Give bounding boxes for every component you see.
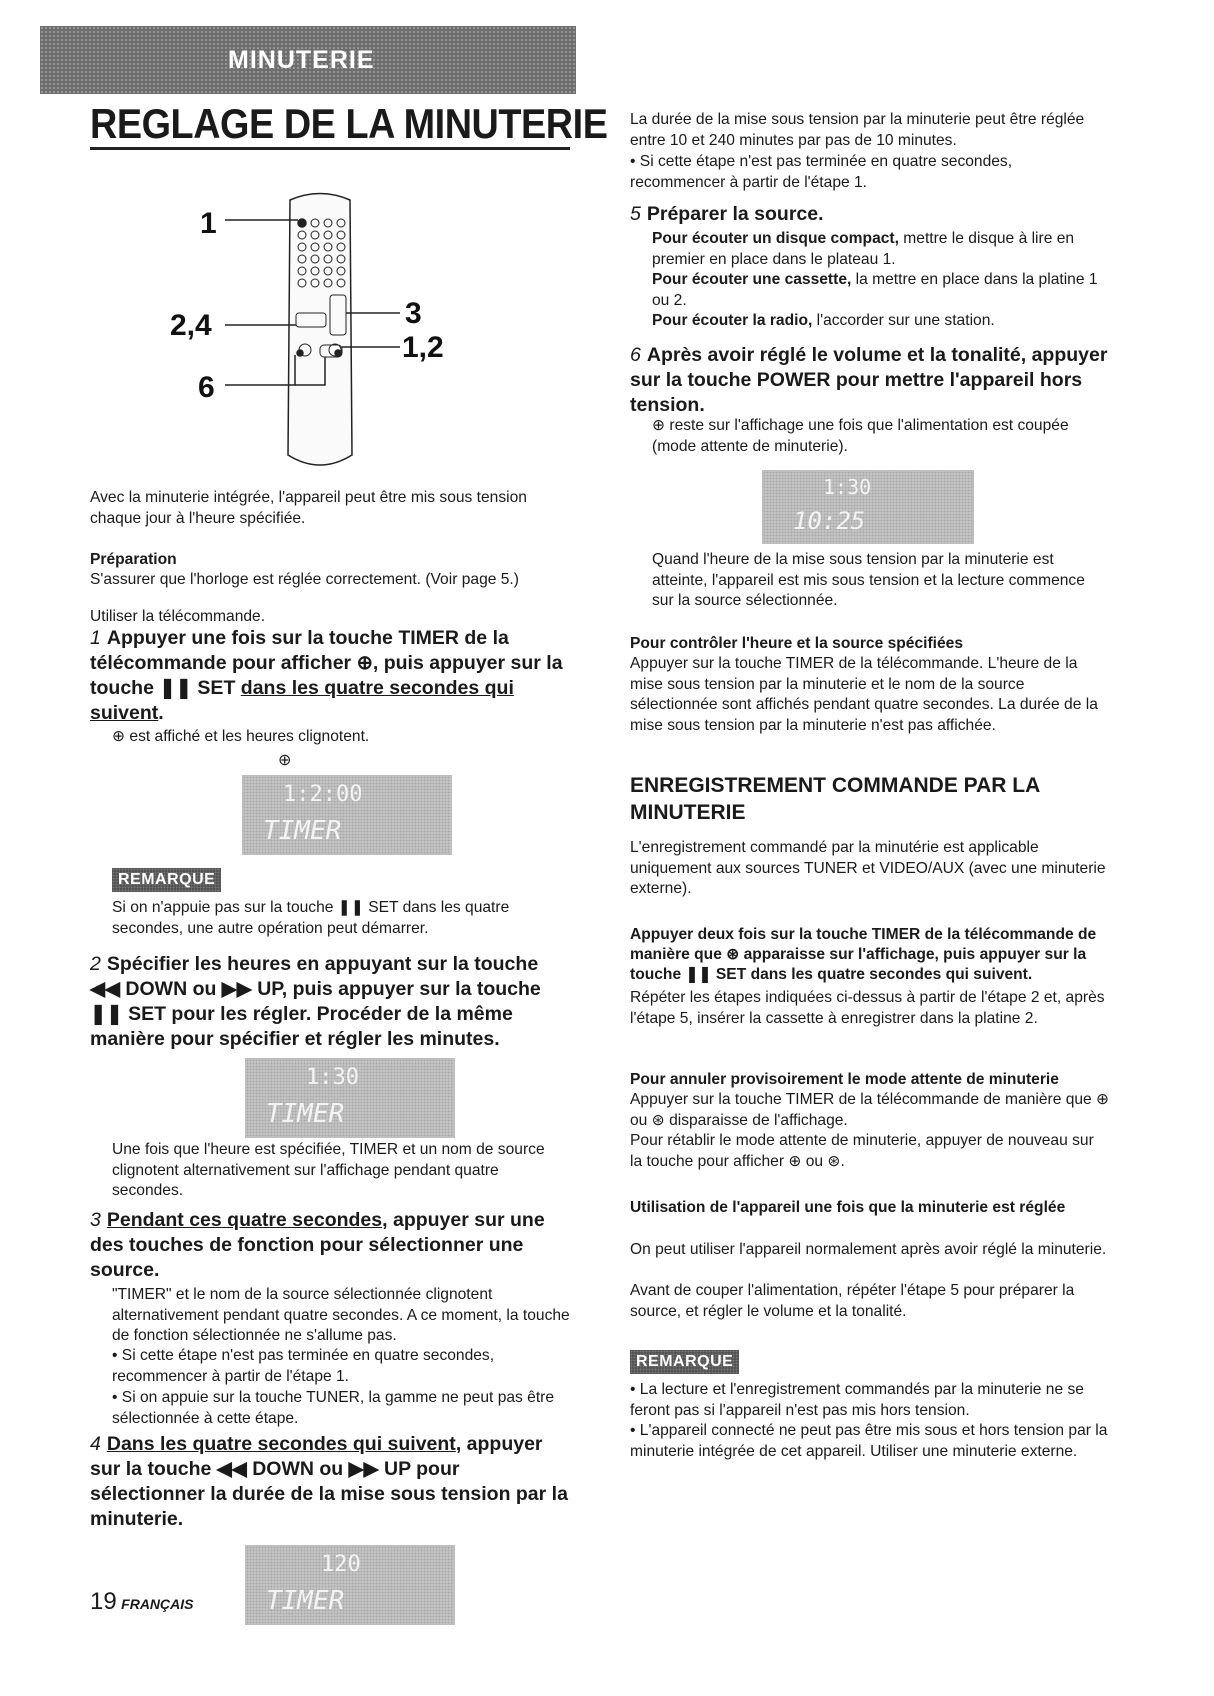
step-3-bullet-2: • Si on appuie sur la touche TUNER, la gamme ne peut pas être sélectionnée à cette étape.: [112, 1389, 555, 1427]
step-2-note: Une fois que l'heure est spécifiée, TIMER et un nom de source clignotent alternativement sur l'affichage pendant quatre secondes.: [112, 1141, 545, 1199]
step-5-cd: [652, 229, 1110, 270]
step-6-note: ⊕ reste sur l'affichage une fois que l'alimentation est coupée (mode attente de minuterie).: [652, 417, 1069, 455]
step-1-end: .: [158, 702, 164, 724]
title-divider: [90, 147, 570, 150]
step-1-note: ⊕ est affiché et les heures clignotent.: [112, 728, 370, 745]
step-2-number: 2: [90, 953, 101, 975]
preparation-text: S'assurer que l'horloge est réglée correctement. (Voir page 5.): [90, 571, 519, 588]
step-4-heading: [90, 1432, 572, 1532]
remote-label-1-2: 1,2: [402, 331, 444, 364]
step-5-cassette-text: la mettre en place dans la platine 1 ou 2.: [652, 271, 1098, 309]
remote-control-illustration: [170, 185, 490, 480]
preparation-heading: Préparation: [90, 551, 177, 568]
step-5-text: Préparer la source.: [646, 203, 824, 225]
remote-label-1: 1: [200, 207, 217, 240]
step-4-text: , appuyer sur la touche ◀◀ DOWN ou ▶▶ UP pour sélectionner la durée de la mise sous tension par la minuterie.: [90, 1433, 568, 1530]
page-title: REGLAGE DE LA MINUTERIE: [90, 100, 608, 147]
remote-label-3: 3: [405, 297, 422, 330]
page-number: 19: [90, 1588, 117, 1615]
cancel-standby-text: Appuyer sur la touche TIMER de la télécommande de manière que ⊕ ou ⊛ disparaisse de l'affichage.: [630, 1091, 1110, 1129]
step-6-heading: [630, 343, 1112, 418]
duration-text: La durée de la mise sous tension par la minuterie peut être réglée entre 10 et 240 minutes par pas de 10 minutes.: [630, 111, 1085, 149]
recording-steps-text: Répéter les étapes indiquées ci-dessus à partir de l'étape 2 et, après l'étape 5, insérer la cassette à enregistrer dans la platine 2.: [630, 989, 1105, 1027]
timer-icon-callout: ⊕: [278, 752, 292, 769]
lcd-source-readout: TIMER: [266, 1099, 345, 1129]
step-3-heading: [90, 1208, 572, 1283]
page-footer: [90, 1588, 194, 1616]
step-3-text: , appuyer sur une des touches de fonction pour sélectionner une source.: [90, 1209, 545, 1281]
remark-1-text: Si on n'appuie pas sur la touche ❚❚ SET dans les quatre secondes, une autre opération peut démarrer.: [112, 899, 510, 937]
step-5-cassette-label: Pour écouter une cassette,: [652, 271, 852, 288]
lcd-display-step-6: [762, 470, 974, 544]
use-after-timer-text-2: Avant de couper l'alimentation, répéter l'étape 5 pour préparer la source, et régler le volume et la tonalité.: [630, 1282, 1075, 1320]
cancel-standby-heading: Pour annuler provisoirement le mode attente de minuterie: [630, 1071, 1059, 1088]
step-5-cd-text: mettre le disque à lire en premier en place dans le plateau 1.: [652, 230, 1075, 268]
intro-text: Avec la minuterie intégrée, l'appareil peut être mis sous tension chaque jour à l'heure spécifiée.: [90, 489, 527, 527]
lcd-time-readout: 1:2:00: [283, 782, 363, 807]
restore-standby-text: Pour rétablir le mode attente de minuterie, appuyer de nouveau sur la touche pour afficher ⊕ ou ⊛.: [630, 1132, 1094, 1170]
use-after-timer-text: On peut utiliser l'appareil normalement après avoir réglé la minuterie.: [630, 1241, 1107, 1258]
lcd-display-step-2: [245, 1058, 455, 1138]
lcd-source-readout: TIMER: [263, 816, 342, 846]
step-4-underlined: Dans les quatre secondes qui suivent: [106, 1433, 456, 1455]
step-5-radio: [652, 311, 1110, 332]
step-5-heading: [630, 202, 1110, 227]
step-2-heading: [90, 952, 572, 1052]
step-1-heading: [90, 626, 572, 726]
recording-section-heading: ENREGISTREMENT COMMANDE PAR LA MINUTERIE: [630, 774, 1040, 824]
check-settings-text: Appuyer sur la touche TIMER de la télécommande. L'heure de la mise sous tension par la minuterie et le nom de la source sélectionnée sont affichés pendant quatre secondes. La durée de la mise sous tension par la minuterie n'est pas affichée.: [630, 655, 1098, 734]
remark-badge-1: REMARQUE: [112, 868, 221, 892]
recording-section-text: L'enregistrement commandé par la minutérie est applicable uniquement aux sources TUNER et VIDEO/AUX (avec une minuterie externe).: [630, 839, 1106, 897]
step-3-note: "TIMER" et le nom de la source sélectionnée clignotent alternativement pendant quatre secondes. A ce moment, la touche de fonction sélectionnée ne s'allume pas.: [112, 1286, 570, 1344]
duration-bullet: • Si cette étape n'est pas terminée en quatre secondes, recommencer à partir de l'étape 1.: [630, 153, 1013, 191]
remote-label-2-4: 2,4: [170, 309, 212, 342]
use-remote-text: Utiliser la télécommande.: [90, 608, 266, 625]
lcd-time-readout: 1:30: [823, 475, 872, 499]
step-5-cd-label: Pour écouter un disque compact,: [652, 230, 899, 247]
lcd-clock-readout: 10:25: [793, 507, 866, 535]
remote-label-6: 6: [198, 371, 215, 404]
lcd-time-readout: 120: [321, 1552, 361, 1577]
lcd-time-readout: 1:30: [306, 1065, 359, 1090]
step-5-radio-label: Pour écouter la radio,: [652, 312, 813, 329]
section-banner-label: MINUTERIE: [228, 46, 375, 74]
remark-badge-2: REMARQUE: [630, 1350, 739, 1374]
step-6-after-text: Quand l'heure de la mise sous tension par la minuterie est atteinte, l'appareil est mis sous tension et la lecture commence sur la source sélectionnée.: [652, 551, 1085, 609]
step-6-text: Après avoir réglé le volume et la tonalité, appuyer sur la touche POWER pour mettre l'appareil hors tension.: [630, 344, 1108, 416]
check-settings-heading: Pour contrôler l'heure et la source spécifiées: [630, 635, 964, 652]
step-3-number: 3: [90, 1209, 101, 1231]
recording-instruction: Appuyer deux fois sur la touche TIMER de la télécommande de manière que ⊛ apparaisse sur l'affichage, puis appuyer sur la touche ❚❚ SET dans les quatre secondes qui suivent.: [630, 926, 1097, 983]
remark-2-bullet-1: • La lecture et l'enregistrement commandés par la minuterie ne se feront pas si l'appareil n'est pas mis hors tension.: [630, 1381, 1084, 1419]
step-1-underlined: dans les quatre secondes qui suivent: [90, 677, 514, 724]
use-after-timer-heading: Utilisation de l'appareil une fois que la minuterie est réglée: [630, 1199, 1066, 1216]
step-3-underlined: Pendant ces quatre secondes: [106, 1209, 383, 1231]
step-5-radio-text: l'accorder sur une station.: [812, 312, 995, 329]
remark-2-bullet-2: • L'appareil connecté ne peut pas être mis sous et hors tension par la minuterie intégrée de cet appareil. Utiliser une minuterie externe.: [630, 1422, 1108, 1460]
step-3-bullet-1: • Si cette étape n'est pas terminée en quatre secondes, recommencer à partir de l'étape 1.: [112, 1347, 495, 1385]
step-4-number: 4: [90, 1433, 101, 1455]
step-6-number: 6: [630, 344, 641, 366]
language-label: FRANÇAIS: [121, 1596, 194, 1612]
lcd-display-step-1: [242, 775, 452, 855]
step-5-number: 5: [630, 203, 641, 225]
step-2-text: Spécifier les heures en appuyant sur la touche ◀◀ DOWN ou ▶▶ UP, puis appuyer sur la touche ❚❚ SET pour les régler. Procéder de la même manière pour spécifier et régler les minutes.: [90, 953, 541, 1050]
step-1-text: Appuyer une fois sur la touche TIMER de la télécommande pour afficher ⊕, puis appuyer sur la touche ❚❚ SET: [90, 627, 563, 699]
lcd-source-readout: TIMER: [266, 1586, 345, 1616]
lcd-display-step-4: [245, 1545, 455, 1625]
step-5-cassette: [652, 270, 1110, 311]
step-1-number: 1: [90, 627, 101, 649]
